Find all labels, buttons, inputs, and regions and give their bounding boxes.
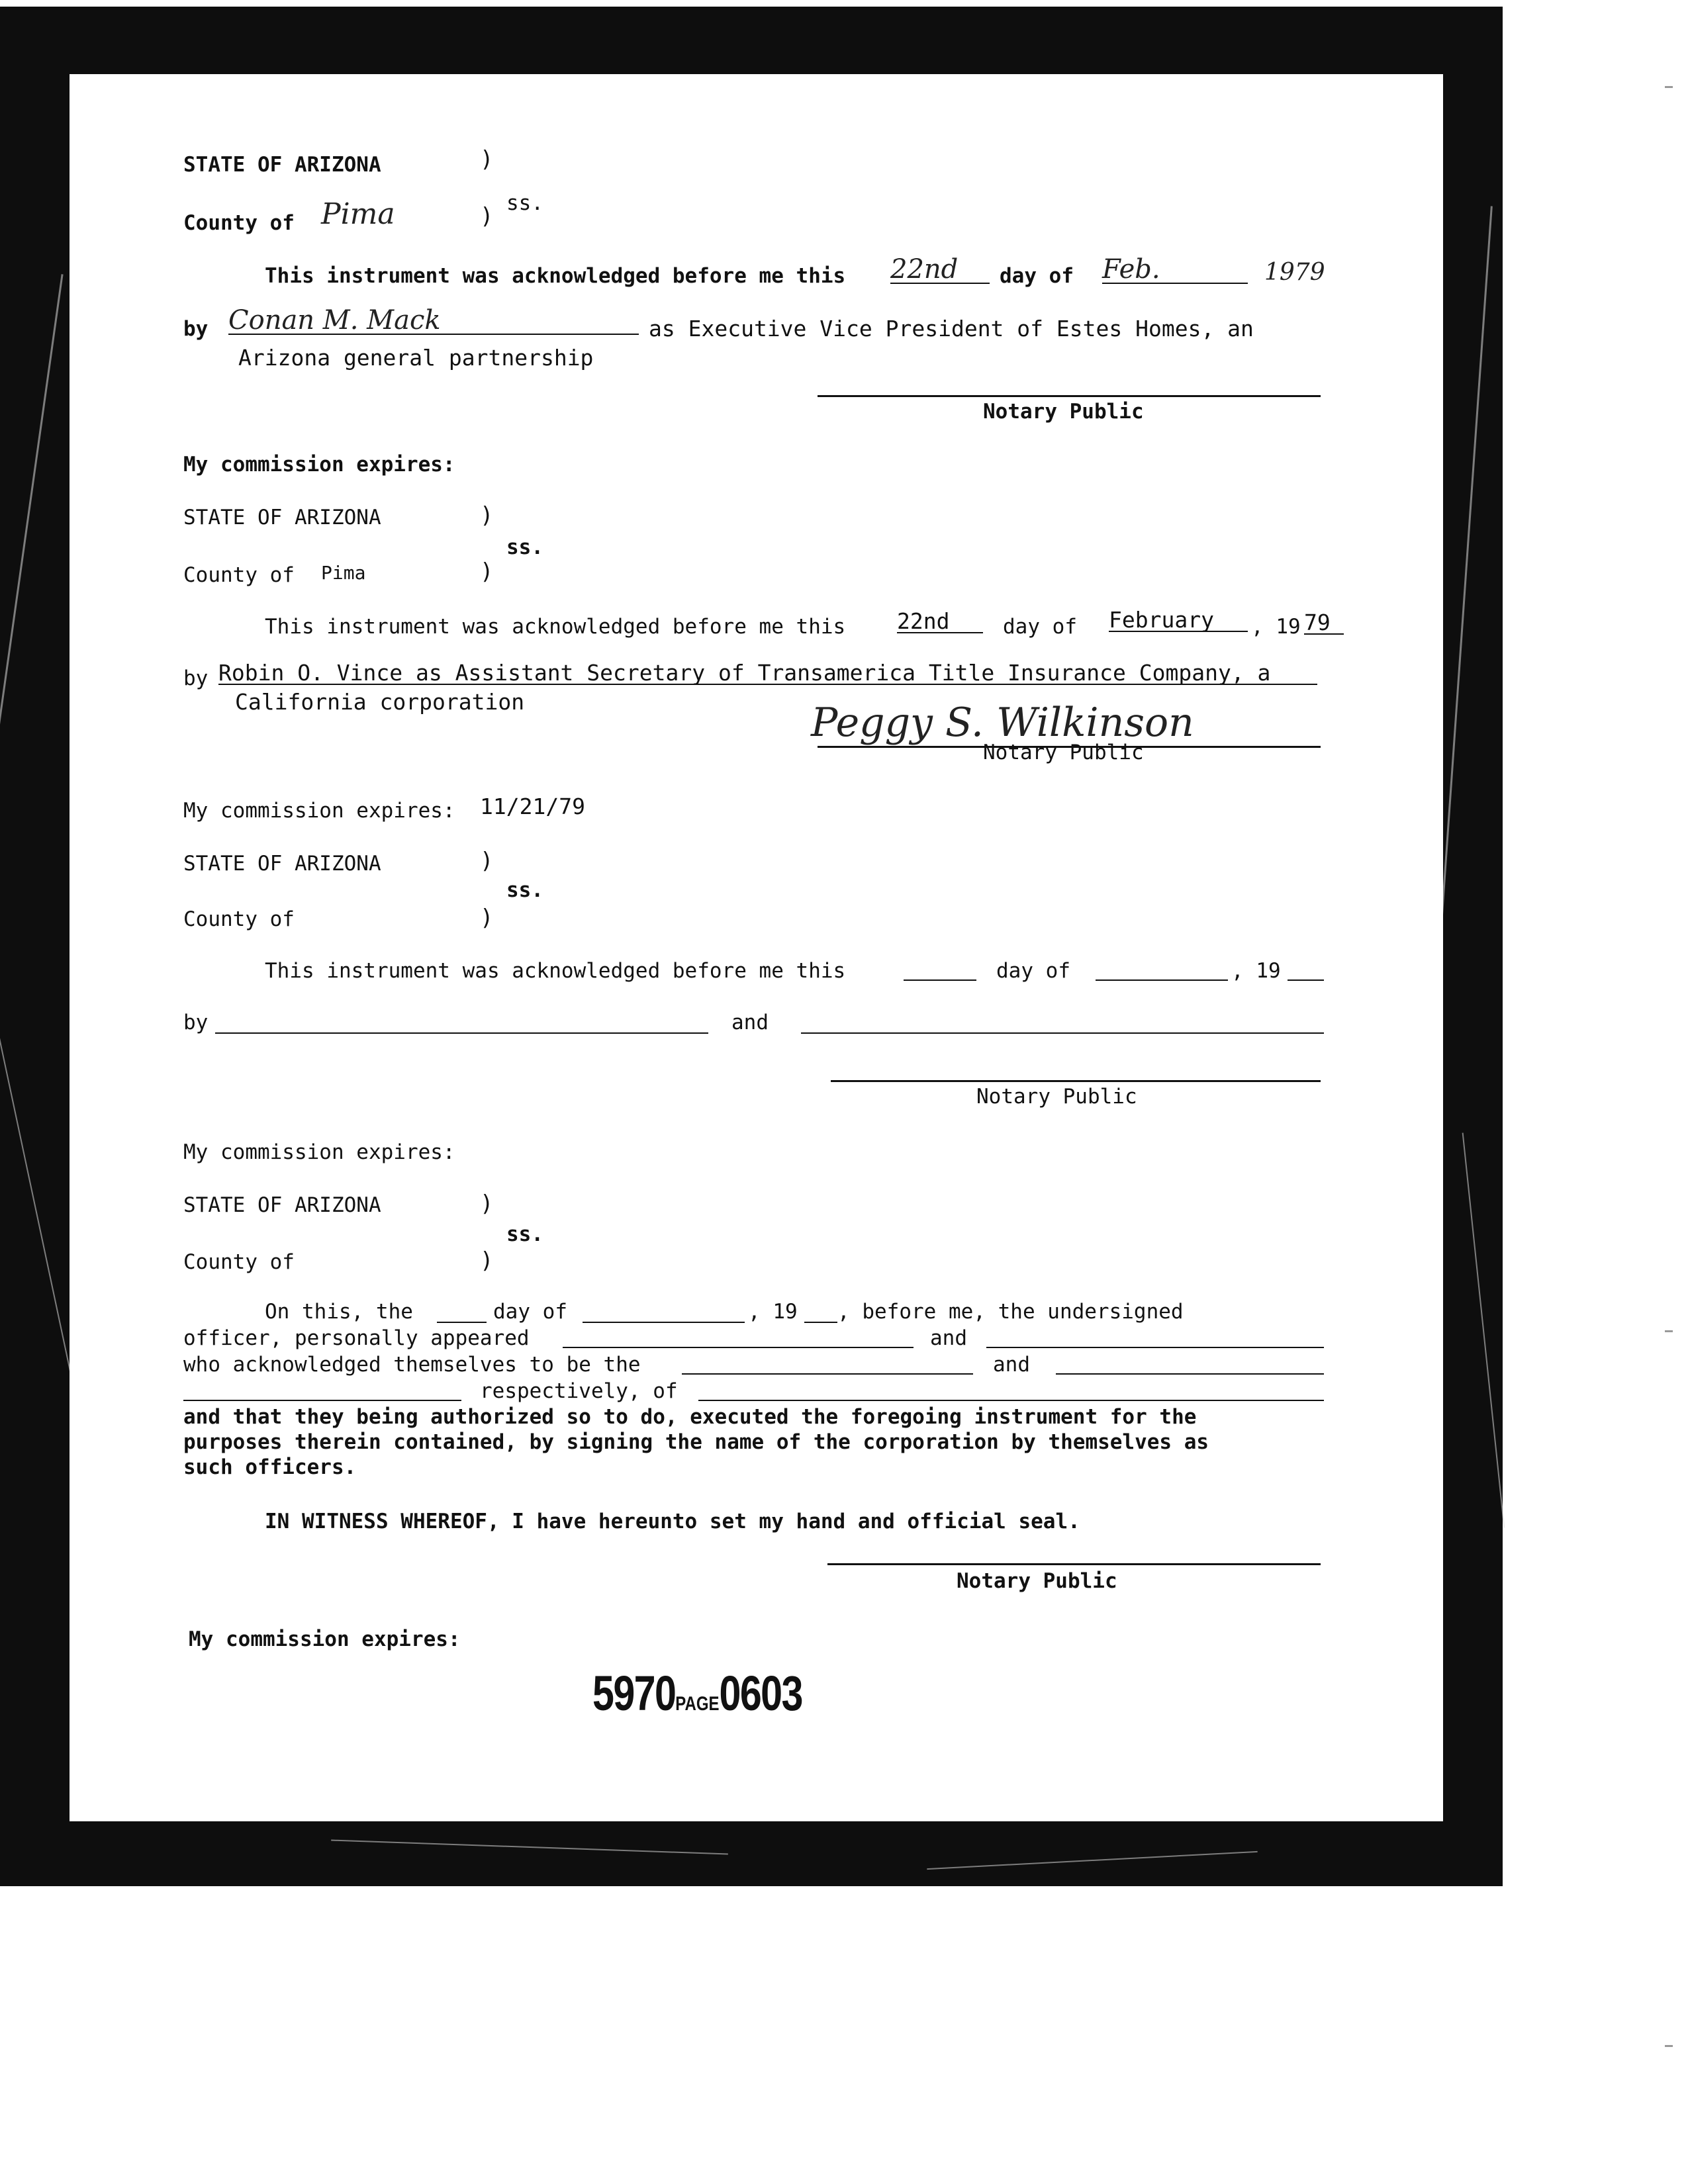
year-blank [1288, 979, 1324, 981]
brace: ) [480, 1191, 494, 1217]
acknowledgment-text: This instrument was acknowledged before me this [265, 264, 846, 288]
commission-expires-label: My commission expires: [183, 1140, 455, 1164]
notary-public-label: Notary Public [976, 1085, 1137, 1109]
year-prefix: , 19 [748, 1300, 798, 1324]
state-heading: STATE OF ARIZONA [183, 153, 381, 177]
month-blank [583, 1322, 745, 1323]
day-handwritten: 22nd [890, 256, 990, 284]
acknowledging-party: Robin O. Vince as Assistant Secretary of Transamerica Title Insurance Company, a [218, 662, 1317, 685]
notary-signature: Peggy S. Wilkinson [811, 700, 1194, 746]
county-label: County of [183, 1250, 295, 1274]
signer-handwritten: Conan M. Mack [228, 307, 639, 335]
brace: ) [480, 559, 494, 585]
officer-appeared-text: officer, personally appeared [183, 1326, 530, 1350]
entity-text: Arizona general partnership [238, 345, 594, 371]
county-handwritten: Pima [321, 197, 395, 231]
book-number: 5970 [592, 1666, 676, 1721]
commission-expires-label: My commission expires: [189, 1627, 461, 1651]
day-blank [437, 1322, 487, 1323]
month-value: February [1109, 609, 1248, 632]
notary-public-label: Notary Public [983, 741, 1144, 764]
county-value: Pima [321, 562, 366, 584]
notary-public-label: Notary Public [957, 1569, 1117, 1593]
brace: ) [480, 146, 494, 173]
and-label: and [731, 1011, 769, 1034]
corporation-blank [698, 1400, 1324, 1401]
year-prefix: , 19 [1251, 615, 1301, 639]
county-label: County of [183, 907, 295, 931]
recording-book-page [592, 1666, 802, 1721]
officer-blank [563, 1347, 914, 1348]
body-line: such officers. [183, 1455, 357, 1479]
day-value: 22nd [897, 610, 983, 633]
year-prefix: , 19 [1231, 959, 1281, 983]
notary-signature-line [831, 1080, 1321, 1082]
edge-mark [1665, 1330, 1673, 1332]
day-blank [904, 979, 976, 981]
before-me-text: , before me, the undersigned [837, 1300, 1184, 1324]
on-this-text: On this, the [265, 1300, 413, 1324]
and-label: and [993, 1353, 1030, 1377]
notary-public-label: Notary Public [983, 400, 1144, 424]
day-of-label: day of [996, 959, 1070, 983]
county-label: County of [183, 211, 295, 235]
body-line: purposes therein contained, by signing the name of the corporation by themselves as [183, 1430, 1209, 1454]
edge-mark [1665, 2045, 1673, 2047]
brace: ) [480, 905, 494, 931]
page-label: PAGE [675, 1693, 720, 1715]
title-blank [183, 1400, 461, 1401]
capacity-text: as Executive Vice President of Estes Homes, an [649, 316, 1254, 341]
document-page [70, 74, 1443, 1821]
day-of-label: day of [493, 1300, 567, 1324]
day-of-label: day of [1000, 264, 1074, 288]
state-heading: STATE OF ARIZONA [183, 852, 381, 876]
by-label: by [183, 666, 209, 690]
notary-signature-line [827, 1563, 1321, 1565]
ss-label: ss. [506, 191, 543, 215]
year-blank [804, 1322, 837, 1323]
ss-label: ss. [506, 878, 543, 902]
entity-text: California corporation [235, 689, 525, 715]
acknowledgment-text: This instrument was acknowledged before me this [265, 615, 846, 639]
edge-mark [1665, 86, 1673, 88]
commission-expires-label: My commission expires: [183, 799, 455, 823]
commission-expires-value: 11/21/79 [480, 794, 585, 819]
by-label: by [183, 317, 209, 341]
who-acknowledged-text: who acknowledged themselves to be the [183, 1353, 641, 1377]
body-line: and that they being authorized so to do, executed the foregoing instrument for the [183, 1405, 1197, 1429]
county-label: County of [183, 563, 295, 587]
by-label: by [183, 1011, 209, 1034]
officer-blank [986, 1347, 1324, 1348]
state-heading: STATE OF ARIZONA [183, 1193, 381, 1217]
brace: ) [480, 203, 494, 230]
acknowledgment-text: This instrument was acknowledged before me this [265, 959, 846, 983]
brace: ) [480, 502, 494, 529]
year-value: 79 [1304, 612, 1344, 635]
month-blank [1096, 979, 1228, 981]
witness-text: IN WITNESS WHEREOF, I have hereunto set my hand and official seal. [265, 1510, 1080, 1533]
brace: ) [480, 1248, 494, 1274]
brace: ) [480, 848, 494, 874]
respectively-text: respectively, of [480, 1379, 678, 1403]
title-blank [1056, 1373, 1324, 1375]
notary-signature-line [818, 395, 1321, 397]
commission-expires-label: My commission expires: [183, 453, 455, 477]
ss-label: ss. [506, 1222, 543, 1246]
month-handwritten: Feb. [1102, 256, 1248, 284]
page-number: 0603 [719, 1666, 802, 1721]
party-blank [215, 1032, 708, 1034]
party-blank [801, 1032, 1324, 1034]
day-of-label: day of [1003, 615, 1077, 639]
year-handwritten: 1979 [1264, 259, 1325, 286]
ss-label: ss. [506, 535, 543, 559]
title-blank [682, 1373, 973, 1375]
state-heading: STATE OF ARIZONA [183, 506, 381, 529]
and-label: and [930, 1326, 967, 1350]
